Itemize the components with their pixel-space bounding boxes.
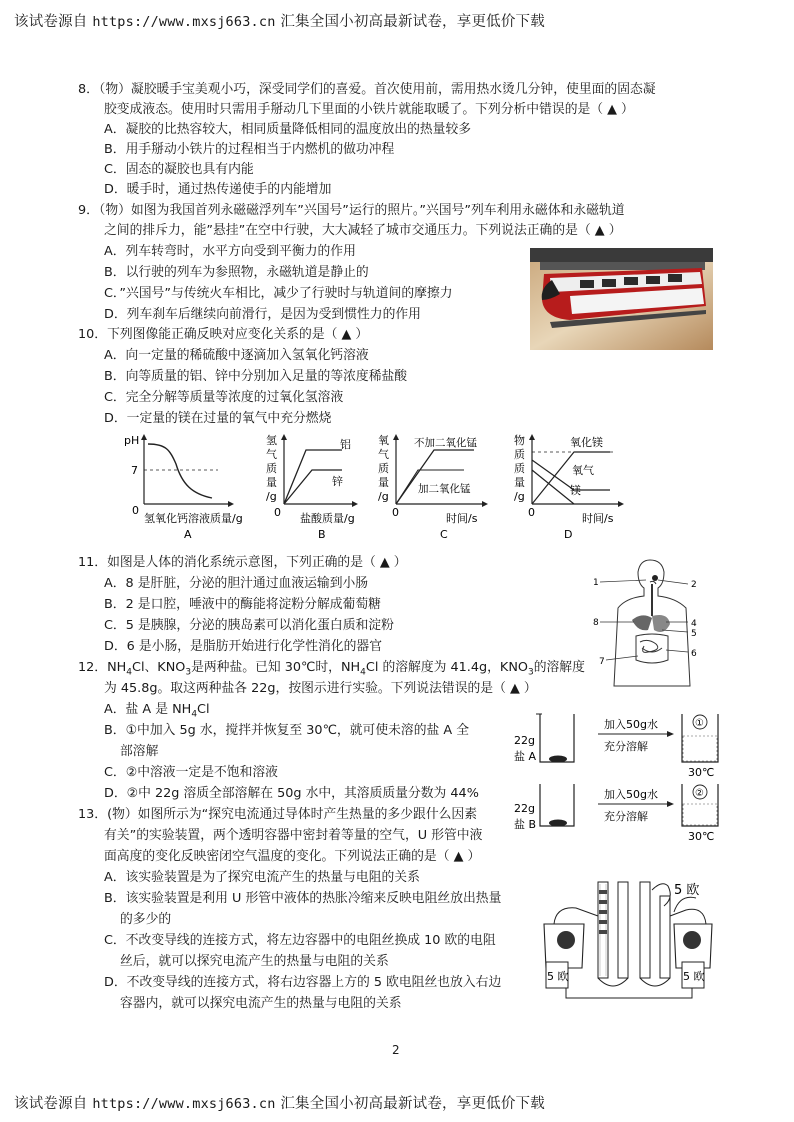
graph-d-y2: 质 — [514, 448, 525, 461]
q12-option-d: D．②中 22g 溶质全部溶解在 50g 水中，其溶质质量分数为 44% — [104, 786, 479, 801]
graph-c-caption: C — [440, 528, 448, 541]
joule-left-resistor-label: 5 欧 — [547, 970, 569, 983]
q8-option-c: C．固态的凝胶也具有内能 — [104, 162, 254, 177]
q13-option-c-line1: C．不改变导线的连接方式，将左边容器中的电阻丝换成 10 欧的电阻 — [104, 933, 496, 948]
graph-b-y5: /g — [266, 490, 277, 503]
graph-d-y5: /g — [514, 490, 525, 503]
q12-option-a: A．盐 A 是 $NH_4Cl$ — [104, 702, 210, 720]
graph-b-zero: 0 — [274, 506, 281, 519]
graph-b — [262, 430, 372, 542]
graph-d-o2: 氧气 — [572, 464, 594, 477]
graph-c-y3: 质 — [378, 462, 389, 475]
fig12-temp-1: 30℃ — [688, 766, 715, 779]
footer-source-label: 该试卷源自 — [14, 1096, 88, 1112]
digestive-label-5: 5 — [691, 629, 697, 639]
q9-stem-line1: 9．（物）如图为我国首列永磁磁浮列车”兴国号”运行的照片。”兴国号”列车利用永磁体和永磁轨道 — [78, 203, 625, 218]
fig12-add-water-1: 加入50g水 — [604, 718, 658, 731]
digestive-system-diagram — [592, 556, 708, 688]
graph-d-y3: 质 — [514, 462, 525, 475]
q9-option-b: B．以行驶的列车为参照物，永磁轨道是静止的 — [104, 265, 369, 280]
graph-c-y5: /g — [378, 490, 389, 503]
graph-a-ylabel: pH — [124, 434, 140, 447]
graph-b-caption: B — [318, 528, 326, 541]
q13-option-c-line2: 丝后，就可以探究电流产生的热量与电阻的关系 — [120, 954, 389, 969]
q11-option-d: D．6 是小肠，是脂肪开始进行化学性消化的器官 — [104, 639, 383, 654]
fig12-dissolve-2: 充分溶解 — [604, 810, 648, 823]
footer-slogan: 汇集全国小初高最新试卷，享更低价下载 — [280, 1096, 545, 1112]
digestive-label-8: 8 — [593, 618, 599, 628]
q9-option-d: D．列车刹车后继续向前滑行，是因为受到惯性力的作用 — [104, 307, 421, 322]
digestive-label-7: 7 — [599, 657, 605, 667]
digestive-label-1: 1 — [593, 578, 599, 588]
fig12-mass-b: 22g — [514, 802, 535, 815]
dissolution-experiment-figure — [512, 706, 732, 844]
fig12-circle-2: ② — [695, 788, 704, 799]
graph-c-bot-label: 加二氧化锰 — [418, 483, 471, 495]
q11-option-c: C．5 是胰腺，分泌的胰岛素可以消化蛋白质和淀粉 — [104, 618, 394, 633]
graph-b-y4: 量 — [266, 476, 277, 489]
fig12-mass-a: 22g — [514, 734, 535, 747]
q8-option-d: D．暖手时，通过热传递使手的内能增加 — [104, 182, 332, 197]
graph-c-y4: 量 — [378, 476, 389, 489]
q10-option-c: C．完全分解等质量等浓度的过氧化氢溶液 — [104, 390, 344, 405]
fig12-dissolve-1: 充分溶解 — [604, 740, 648, 753]
digestive-label-4: 4 — [691, 619, 697, 629]
fig12-temp-2: 30℃ — [688, 830, 715, 843]
graph-b-al: 铝 — [340, 438, 351, 451]
fig12-circle-1: ① — [695, 718, 704, 729]
graph-b-y3: 质 — [266, 462, 277, 475]
q13-stem-line1: 13．(物）如图所示为“探究电流通过导体时产生热量的多少跟什么因素 — [78, 807, 478, 822]
page-footer — [14, 1092, 545, 1113]
q12-option-b-line1: B．①中加入 5g 水，搅拌并恢复至 30℃，就可使未溶的盐 A 全 — [104, 723, 469, 738]
graph-a — [118, 430, 258, 542]
graph-a-caption: A — [184, 528, 192, 541]
fig12-salt-a: 盐 A — [514, 750, 537, 763]
graph-d-xlabel: 时间/s — [582, 512, 614, 525]
graph-c-y1: 氧 — [378, 434, 389, 447]
graph-c-xlabel: 时间/s — [446, 512, 478, 525]
q13-option-d-line1: D．不改变导线的连接方式，将右边容器上方的 5 欧电阻丝也放入右边 — [104, 975, 502, 990]
graph-b-xlabel: 盐酸质量/g — [300, 512, 355, 525]
graph-b-y1: 氢 — [266, 434, 277, 447]
maglev-train-photo — [530, 248, 713, 350]
q8-option-a: A．凝胶的比热容较大，相同质量降低相同的温度放出的热量较多 — [104, 122, 472, 137]
q12-stem-line2: 为 45.8g。取这两种盐各 22g，按图示进行实验。下列说法错误的是（ ▲ ） — [104, 681, 537, 696]
page-header — [14, 10, 545, 31]
graph-a-zero: 0 — [132, 504, 139, 517]
header-source-label: 该试卷源自 — [14, 14, 88, 30]
q9-stem-line2: 之间的排斥力，能”悬挂”在空中行驶，大大减轻了城市交通压力。下列说法正确的是（ ▲ ） — [104, 223, 622, 238]
graph-d-mg: 镁 — [570, 484, 581, 497]
q9-option-a: A．列车转弯时，水平方向受到平衡力的作用 — [104, 244, 356, 259]
q13-option-a: A．该实验装置是为了探究电流产生的热量与电阻的关系 — [104, 870, 420, 885]
graph-c-top-label: 不加二氧化锰 — [414, 437, 477, 449]
graph-a-xlabel: 氢氧化钙溶液质量/g — [144, 512, 243, 525]
header-url-link[interactable]: https://www.mxsj663.cn — [92, 14, 276, 30]
q9-option-c: C．”兴国号”与传统火车相比，减少了行驶时与轨道间的摩擦力 — [104, 286, 453, 301]
joule-right-resistor-label: 5 欧 — [683, 970, 705, 983]
footer-url-link[interactable]: https://www.mxsj663.cn — [92, 1096, 276, 1112]
graph-c-y2: 气 — [378, 448, 389, 461]
q11-stem: 11．如图是人体的消化系统示意图，下列正确的是（ ▲ ） — [78, 555, 407, 570]
q10-stem: 10．下列图像能正确反映对应变化关系的是（ ▲ ） — [78, 327, 369, 342]
graph-d-y4: 量 — [514, 476, 525, 489]
q11-option-b: B．2 是口腔，唾液中的酶能将淀粉分解成葡萄糖 — [104, 597, 381, 612]
fig12-add-water-2: 加入50g水 — [604, 788, 658, 801]
joule-top-resistor-label: 5 欧 — [674, 883, 700, 898]
q8-option-b: B．用手掰动小铁片的过程相当于内燃机的做功冲程 — [104, 142, 395, 157]
q12-option-b-line2: 部溶解 — [120, 744, 159, 759]
q12-option-c: C．②中溶液一定是不饱和溶液 — [104, 765, 278, 780]
graph-b-y2: 气 — [266, 448, 277, 461]
header-slogan: 汇集全国小初高最新试卷，享更低价下载 — [280, 14, 545, 30]
q13-option-b-line2: 的多少的 — [120, 912, 172, 927]
graph-d-mgo: 氧化镁 — [570, 436, 603, 449]
q11-option-a: A．8 是肝脏，分泌的胆汁通过血液运输到小肠 — [104, 576, 369, 591]
page-number: 2 — [392, 1043, 400, 1057]
q13-stem-line3: 面高度的变化反映密闭空气温度的变化。下列说法正确的是（ ▲ ） — [104, 849, 481, 864]
q8-stem-line2: 胶变成液态。使用时只需用手掰动几下里面的小铁片就能取暖了。下列分析中错误的是（ ▲ ） — [104, 102, 634, 117]
digestive-label-6: 6 — [691, 649, 697, 659]
graph-d-caption: D — [564, 528, 573, 541]
graph-d-zero: 0 — [528, 506, 535, 519]
graph-c-zero: 0 — [392, 506, 399, 519]
q13-option-b-line1: B．该实验装置是利用 U 形管中液体的热胀冷缩来反映电阻丝放出热量 — [104, 891, 502, 906]
q10-option-b: B．向等质量的铝、锌中分别加入足量的等浓度稀盐酸 — [104, 369, 408, 384]
graph-d-y1: 物 — [514, 434, 525, 447]
graph-b-zn: 锌 — [332, 475, 343, 488]
q8-stem-line1: 8．（物）凝胶暖手宝美观小巧，深受同学们的喜爱。首次使用前，需用热水烫几分钟，使里面的固态凝 — [78, 82, 656, 97]
q10-option-d: D．一定量的镁在过量的氧气中充分燃烧 — [104, 411, 332, 426]
q10-option-a: A．向一定量的稀硫酸中逐滴加入氢氧化钙溶液 — [104, 348, 369, 363]
graph-d — [510, 430, 630, 542]
q13-option-d-line2: 容器内，就可以探究电流产生的热量与电阻的关系 — [120, 996, 402, 1011]
graph-a-seven: 7 — [131, 464, 138, 477]
graph-c — [374, 430, 494, 542]
joule-heating-apparatus-figure — [536, 876, 718, 1002]
digestive-label-2: 2 — [691, 580, 697, 590]
q13-stem-line2: 有关”的实验装置，两个透明容器中密封着等量的空气，U 形管中液 — [104, 828, 483, 843]
fig12-salt-b: 盐 B — [514, 818, 537, 831]
q12-stem-line1: 12．$NH_4Cl$、$KNO_3$是两种盐。已知 30℃时，$NH_4Cl$ 的溶解度为 41.4g，$KNO_3$的溶解度 — [78, 660, 585, 678]
